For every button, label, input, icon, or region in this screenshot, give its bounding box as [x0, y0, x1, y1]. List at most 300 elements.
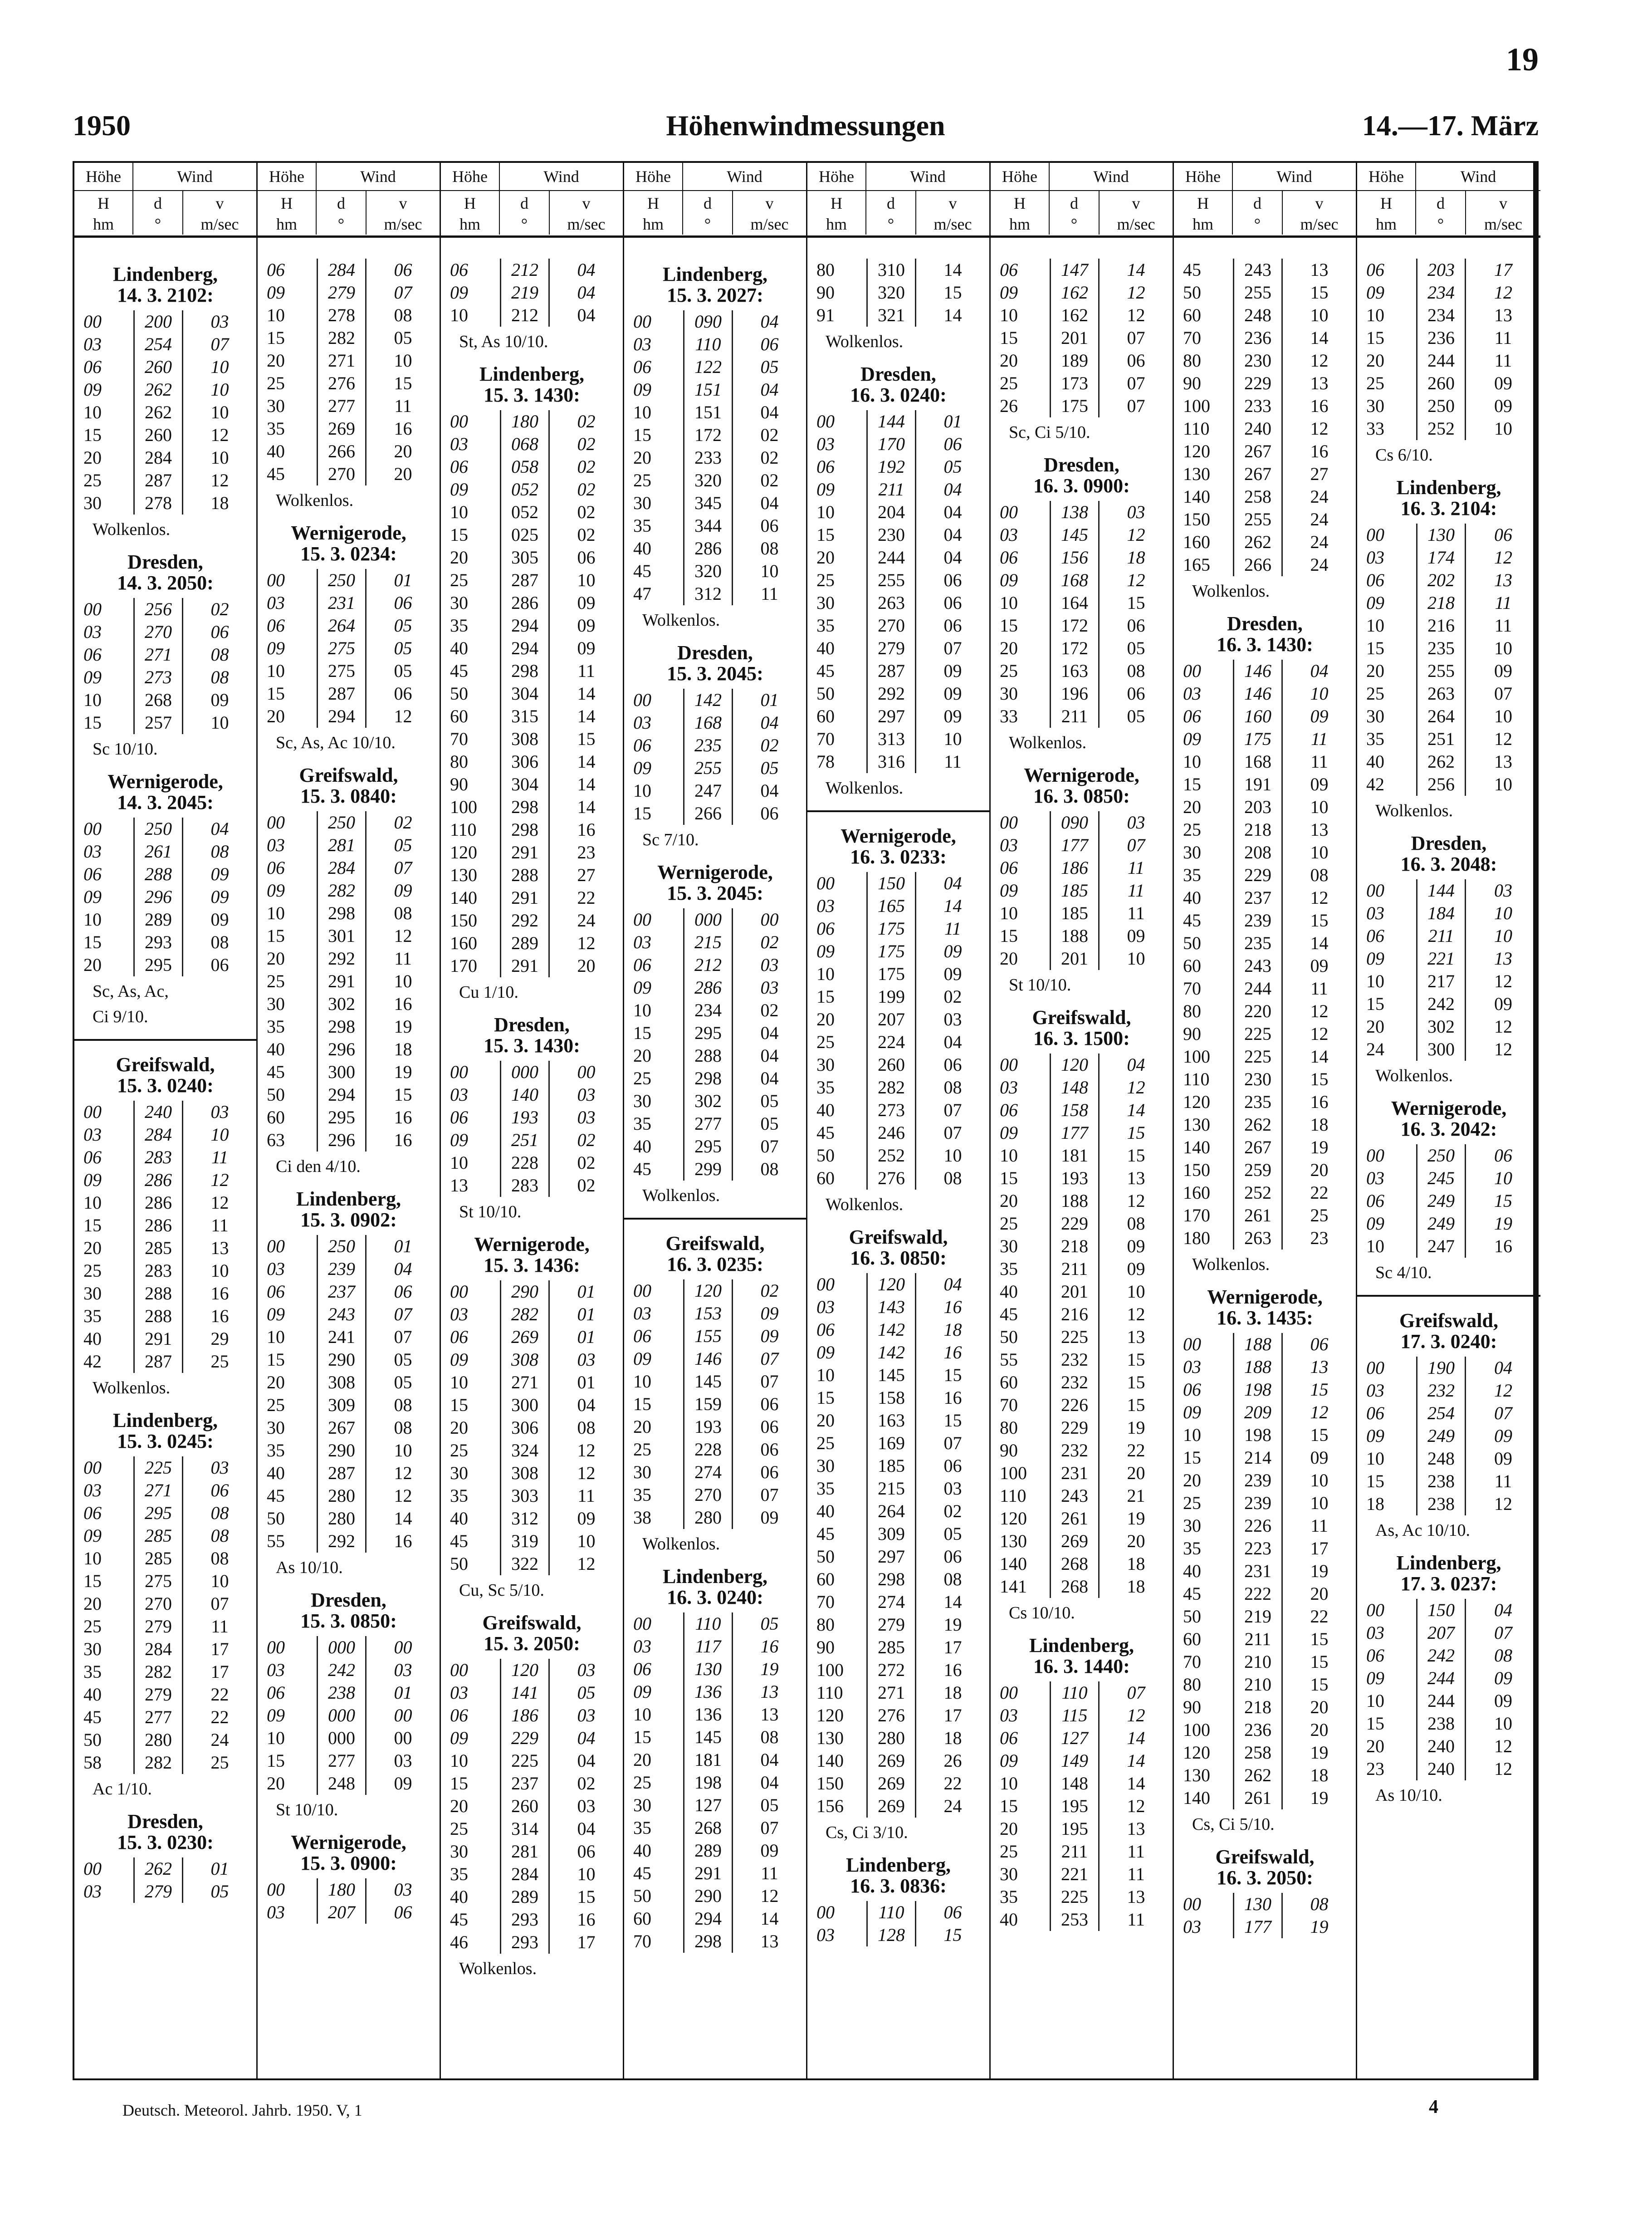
measurement-rows	[441, 410, 623, 977]
height-cell: 09	[83, 887, 102, 907]
direction-cell: 282	[317, 879, 367, 902]
direction-cell: 264	[866, 1500, 916, 1523]
direction-cell: 283	[133, 1259, 183, 1282]
direction-cell: 214	[1233, 1446, 1283, 1469]
height-cell: 10	[816, 964, 835, 984]
table-row	[441, 750, 623, 773]
height-cell: 70	[633, 1931, 651, 1951]
height-cell: 15	[1183, 774, 1201, 794]
direction-cell: 293	[500, 1908, 550, 1931]
table-row	[807, 1296, 989, 1318]
height-cell: 165	[1183, 554, 1210, 575]
table-row	[624, 333, 806, 356]
height-cell: 09	[1000, 880, 1018, 901]
speed-cell: 07	[760, 1348, 779, 1369]
height-cell: 45	[633, 561, 651, 581]
speed-cell: 05	[577, 1682, 596, 1703]
table-row	[258, 1235, 440, 1258]
table-row	[1174, 1023, 1356, 1045]
table-row	[807, 682, 989, 705]
table-row	[441, 1152, 623, 1174]
direction-cell: 201	[1050, 1280, 1100, 1303]
table-row	[624, 1635, 806, 1658]
speed-cell: 16	[1310, 1092, 1329, 1112]
header-unit: m/sec	[1117, 215, 1155, 233]
height-cell: 00	[83, 1858, 102, 1879]
measurement-rows	[991, 259, 1173, 417]
table-row	[807, 1455, 989, 1477]
direction-cell: 239	[1233, 909, 1283, 932]
table-row	[258, 327, 440, 349]
height-cell: 00	[633, 690, 651, 710]
table-row	[441, 1886, 623, 1908]
table-row	[1174, 1000, 1356, 1023]
direction-cell: 287	[866, 660, 916, 682]
speed-cell: 22	[577, 887, 596, 908]
speed-cell: 12	[1127, 570, 1145, 590]
table-row	[991, 327, 1173, 349]
table-row	[441, 1795, 623, 1818]
direction-cell: 234	[683, 999, 733, 1022]
table-row	[258, 682, 440, 705]
speed-cell: 12	[394, 1485, 412, 1506]
speed-cell: 04	[760, 379, 779, 400]
direction-cell: 025	[500, 524, 550, 546]
table-row	[258, 281, 440, 304]
speed-cell: 10	[1127, 948, 1145, 969]
height-cell: 00	[1183, 1894, 1201, 1914]
height-cell: 06	[450, 1107, 468, 1127]
height-cell: 03	[1183, 1357, 1201, 1377]
table-row	[258, 372, 440, 395]
speed-cell: 22	[210, 1684, 229, 1705]
header-deg: °	[337, 215, 345, 233]
station-name: Lindenberg,	[662, 1565, 768, 1588]
cloud-note: Wolkenlos.	[276, 491, 354, 510]
table-row	[1357, 705, 1540, 728]
speed-cell: 02	[760, 735, 779, 755]
table-row	[441, 410, 623, 433]
direction-cell: 254	[133, 333, 183, 356]
table-row	[807, 872, 989, 895]
table-row	[807, 917, 989, 940]
table-row	[1174, 841, 1356, 864]
measurement-rows	[74, 1101, 256, 1373]
direction-cell: 199	[866, 985, 916, 1008]
direction-cell: 276	[866, 1704, 916, 1727]
speed-cell: 04	[943, 524, 962, 545]
table-row	[624, 1930, 806, 1953]
height-cell: 100	[1183, 396, 1210, 416]
speed-cell: 11	[577, 1485, 595, 1506]
table-row	[991, 1530, 1173, 1553]
measurement-rows	[441, 1659, 623, 1954]
measurement-rows	[258, 569, 440, 728]
direction-cell: 288	[500, 864, 550, 887]
direction-cell: 203	[1416, 259, 1466, 281]
height-cell: 06	[1366, 260, 1384, 280]
speed-cell: 01	[577, 1372, 596, 1392]
table-row	[441, 660, 623, 682]
speed-cell: 12	[1310, 350, 1329, 371]
table-row	[441, 1326, 623, 1348]
header-hm: hm	[1375, 215, 1397, 233]
height-cell: 15	[1366, 1713, 1384, 1734]
speed-cell: 11	[211, 1147, 229, 1167]
table-row	[1174, 1605, 1356, 1628]
speed-cell: 13	[760, 1681, 779, 1702]
station-name: Wernigerode,	[1391, 1097, 1507, 1119]
height-cell: 20	[450, 1417, 468, 1438]
direction-cell: 279	[133, 1615, 183, 1638]
direction-cell: 221	[1050, 1863, 1100, 1886]
height-cell: 03	[267, 835, 285, 855]
direction-cell: 146	[683, 1348, 733, 1370]
direction-cell: 188	[1050, 925, 1100, 947]
header-wind: Wind	[177, 167, 213, 186]
table-row	[74, 446, 256, 469]
direction-cell: 196	[1050, 682, 1100, 705]
height-cell: 00	[816, 411, 835, 431]
speed-cell: 12	[1494, 729, 1512, 749]
direction-cell: 238	[317, 1681, 367, 1704]
direction-cell: 308	[500, 728, 550, 750]
table-row	[441, 1727, 623, 1750]
table-row	[1174, 1446, 1356, 1469]
header-hm: hm	[93, 215, 114, 233]
measurement-rows	[991, 1054, 1173, 1598]
height-cell: 90	[816, 1637, 835, 1657]
direction-cell: 052	[500, 478, 550, 501]
measurement-rows	[74, 1456, 256, 1774]
direction-cell: 320	[683, 560, 733, 583]
station-datetime: 15. 3. 0230:	[117, 1831, 214, 1853]
cloud-note: Ci den 4/10.	[276, 1157, 361, 1176]
speed-cell: 20	[1310, 1160, 1329, 1180]
direction-cell: 210	[1233, 1673, 1283, 1696]
height-cell: 78	[816, 751, 835, 772]
table-row	[624, 1862, 806, 1885]
direction-cell: 304	[500, 773, 550, 796]
speed-cell: 07	[1494, 1622, 1512, 1643]
direction-cell: 211	[1050, 705, 1100, 728]
direction-cell: 237	[1233, 887, 1283, 909]
table-row	[441, 1818, 623, 1840]
speed-cell: 07	[1494, 683, 1512, 704]
direction-cell: 321	[866, 304, 916, 327]
speed-cell: 12	[394, 1463, 412, 1483]
direction-cell: 302	[1416, 1015, 1466, 1038]
direction-cell: 246	[866, 1122, 916, 1144]
direction-cell: 279	[133, 1880, 183, 1903]
table-row	[807, 1167, 989, 1190]
speed-cell: 06	[1310, 1334, 1329, 1354]
table-row	[807, 1523, 989, 1545]
direction-cell: 262	[133, 401, 183, 424]
height-cell: 03	[83, 841, 102, 862]
station-heading	[807, 364, 989, 406]
direction-cell: 212	[683, 954, 733, 976]
table-row	[807, 592, 989, 614]
speed-cell: 01	[394, 1682, 412, 1703]
station-datetime: 15. 3. 2045:	[667, 882, 763, 904]
direction-cell: 316	[866, 750, 916, 773]
direction-cell: 130	[683, 1658, 733, 1681]
table-row	[807, 304, 989, 327]
direction-cell: 172	[683, 424, 733, 446]
height-cell: 30	[450, 1841, 468, 1862]
direction-cell: 267	[1233, 1136, 1283, 1159]
measurement-rows	[624, 1612, 806, 1953]
direction-cell: 215	[866, 1477, 916, 1500]
direction-cell: 298	[317, 902, 367, 925]
speed-cell: 02	[760, 1000, 779, 1020]
speed-cell: 07	[1127, 396, 1145, 416]
speed-cell: 09	[760, 1840, 779, 1861]
speed-cell: 03	[943, 1009, 962, 1029]
height-cell: 15	[450, 1773, 468, 1794]
speed-cell: 15	[1494, 1191, 1512, 1211]
direction-cell: 162	[1050, 304, 1100, 327]
height-cell: 25	[633, 1772, 651, 1793]
table-row	[1174, 1514, 1356, 1537]
header-v: v	[399, 194, 407, 212]
speed-cell: 13	[1310, 1357, 1329, 1377]
speed-cell: 12	[1494, 1380, 1512, 1401]
direction-cell: 248	[1416, 1447, 1466, 1470]
height-cell: 45	[816, 661, 835, 681]
station-datetime: 15. 3. 0900:	[300, 1852, 397, 1874]
cloud-note: Cs, Ci 3/10.	[826, 1823, 908, 1842]
table-row	[441, 682, 623, 705]
station-heading	[1174, 1287, 1356, 1328]
direction-cell: 279	[866, 1613, 916, 1636]
direction-cell: 304	[500, 682, 550, 705]
table-row	[1174, 349, 1356, 372]
table-row	[258, 637, 440, 660]
height-cell: 03	[1366, 547, 1384, 568]
height-cell: 06	[1183, 1379, 1201, 1400]
speed-cell: 06	[394, 1902, 412, 1922]
station-datetime: 15. 3. 0850:	[300, 1610, 397, 1632]
table-row	[1174, 1227, 1356, 1250]
measurement-rows	[258, 259, 440, 485]
speed-cell: 10	[1494, 638, 1512, 658]
height-cell: 06	[633, 357, 651, 377]
speed-cell: 02	[210, 599, 229, 619]
measurement-rows	[1357, 879, 1540, 1061]
direction-cell: 249	[1416, 1425, 1466, 1447]
direction-cell: 298	[866, 1568, 916, 1591]
speed-cell: 09	[210, 690, 229, 710]
table-row	[441, 433, 623, 456]
height-cell: 40	[1183, 1561, 1201, 1581]
speed-cell: 02	[943, 1501, 962, 1521]
table-row	[624, 310, 806, 333]
direction-cell: 250	[1416, 1144, 1466, 1167]
direction-cell: 145	[1050, 524, 1100, 546]
direction-cell: 271	[500, 1371, 550, 1394]
height-cell: 15	[633, 1727, 651, 1747]
speed-cell: 08	[1494, 1645, 1512, 1666]
height-cell: 00	[1366, 524, 1384, 545]
height-cell: 15	[1366, 994, 1384, 1014]
table-row	[1174, 818, 1356, 841]
speed-cell: 13	[1310, 373, 1329, 393]
height-cell: 25	[633, 1068, 651, 1088]
direction-cell: 185	[1050, 879, 1100, 902]
direction-cell: 298	[500, 796, 550, 818]
direction-cell: 286	[133, 1214, 183, 1237]
speed-cell: 10	[210, 402, 229, 422]
direction-cell: 216	[1416, 614, 1466, 637]
direction-cell: 282	[317, 327, 367, 349]
height-cell: 80	[816, 260, 835, 280]
direction-cell: 286	[133, 1169, 183, 1191]
speed-cell: 02	[577, 502, 596, 522]
direction-cell: 188	[1233, 1356, 1283, 1378]
speed-cell: 01	[577, 1304, 596, 1324]
direction-cell: 284	[317, 857, 367, 879]
station-datetime: 15. 3. 2045:	[667, 662, 763, 685]
height-cell: 10	[1000, 1773, 1018, 1794]
direction-cell: 226	[1233, 1514, 1283, 1537]
height-cell: 120	[1183, 441, 1210, 461]
speed-cell: 06	[1494, 524, 1512, 545]
speed-cell: 07	[943, 638, 962, 658]
table-row	[74, 1328, 256, 1350]
speed-cell: 01	[394, 570, 412, 590]
speed-cell: 08	[943, 1168, 962, 1188]
speed-cell: 14	[577, 683, 596, 704]
table-row	[441, 478, 623, 501]
table-row	[991, 1485, 1173, 1507]
cloud-note: Cu, Sc 5/10.	[459, 1581, 544, 1600]
cloud-note: Wolkenlos.	[1192, 582, 1270, 601]
height-cell: 50	[450, 683, 468, 704]
direction-cell: 141	[500, 1681, 550, 1704]
speed-cell: 10	[1494, 706, 1512, 726]
table-row	[624, 469, 806, 492]
height-cell: 06	[633, 1326, 651, 1346]
speed-cell: 01	[210, 1858, 229, 1879]
direction-cell: 284	[133, 446, 183, 469]
speed-cell: 10	[1310, 683, 1329, 704]
footer-signature-number: 4	[1429, 2097, 1438, 2117]
cloud-note: Wolkenlos.	[1375, 1066, 1453, 1085]
speed-cell: 12	[210, 470, 229, 490]
direction-cell: 253	[1050, 1908, 1100, 1931]
height-cell: 15	[633, 425, 651, 445]
height-cell: 00	[267, 1637, 285, 1657]
direction-cell: 136	[683, 1703, 733, 1726]
table-row	[258, 1681, 440, 1704]
station-heading	[74, 264, 256, 306]
direction-cell: 142	[683, 689, 733, 711]
speed-cell: 13	[1127, 1887, 1145, 1907]
direction-cell: 306	[500, 1416, 550, 1439]
height-cell: 25	[1183, 1493, 1201, 1513]
height-cell: 20	[83, 447, 102, 468]
direction-cell: 145	[866, 1364, 916, 1387]
height-cell: 10	[1183, 1425, 1201, 1445]
measurement-rows	[1174, 1333, 1356, 1809]
height-cell: 45	[1000, 1304, 1018, 1324]
height-cell: 25	[1000, 1841, 1018, 1862]
speed-cell: 13	[1494, 570, 1512, 590]
height-cell: 10	[450, 1372, 468, 1392]
speed-cell: 11	[1127, 1841, 1145, 1862]
table-row	[258, 1439, 440, 1462]
table-row	[74, 492, 256, 515]
speed-cell: 12	[1310, 418, 1329, 439]
header-deg: °	[1070, 215, 1078, 233]
height-cell: 110	[1000, 1485, 1026, 1506]
direction-cell: 225	[1233, 1023, 1283, 1045]
height-cell: 15	[1366, 1471, 1384, 1491]
height-cell: 03	[1000, 1077, 1018, 1098]
table-row	[991, 1439, 1173, 1462]
height-cell: 06	[267, 1281, 285, 1302]
height-cell: 09	[816, 479, 835, 500]
speed-cell: 09	[394, 1773, 412, 1794]
station-heading	[258, 523, 440, 564]
direction-cell: 292	[317, 1530, 367, 1553]
speed-cell: 15	[1310, 282, 1329, 303]
speed-cell: 15	[1310, 1379, 1329, 1400]
speed-cell: 14	[577, 751, 596, 772]
measurement-rows	[74, 1857, 256, 1903]
direction-cell: 267	[1233, 440, 1283, 463]
height-cell: 10	[267, 305, 285, 325]
speed-cell: 12	[1494, 971, 1512, 991]
direction-cell: 151	[683, 378, 733, 401]
table-row	[624, 999, 806, 1022]
height-cell: 20	[633, 1045, 651, 1066]
height-cell: 03	[83, 334, 102, 354]
measurement-rows	[807, 1901, 989, 1946]
measurement-rows	[441, 259, 623, 327]
speed-cell: 10	[210, 357, 229, 377]
direction-cell: 198	[1233, 1424, 1283, 1446]
table-row	[441, 546, 623, 569]
height-cell: 33	[1366, 418, 1384, 439]
station-datetime: 16. 3. 0850:	[1033, 785, 1130, 807]
speed-cell: 04	[760, 1772, 779, 1793]
speed-cell: 06	[760, 515, 779, 536]
speed-cell: 21	[1127, 1485, 1145, 1506]
table-row	[1174, 508, 1356, 531]
height-cell: 09	[1000, 570, 1018, 590]
speed-cell: 20	[1127, 1463, 1145, 1483]
direction-cell: 242	[1416, 1644, 1466, 1667]
speed-cell: 08	[1310, 1894, 1329, 1914]
speed-cell: 13	[1127, 1168, 1145, 1188]
table-column	[1357, 163, 1540, 2078]
table-row	[624, 689, 806, 711]
direction-cell: 260	[133, 356, 183, 378]
height-cell: 40	[83, 1328, 102, 1349]
speed-cell: 08	[1310, 865, 1329, 885]
table-row	[74, 1214, 256, 1237]
cloud-note: Wolkenlos.	[93, 1378, 171, 1397]
speed-cell: 12	[1127, 1796, 1145, 1816]
direction-cell: 287	[133, 469, 183, 492]
direction-cell: 294	[317, 705, 367, 728]
table-row	[991, 1575, 1173, 1598]
table-row	[807, 1901, 989, 1924]
direction-cell: 324	[500, 1439, 550, 1462]
